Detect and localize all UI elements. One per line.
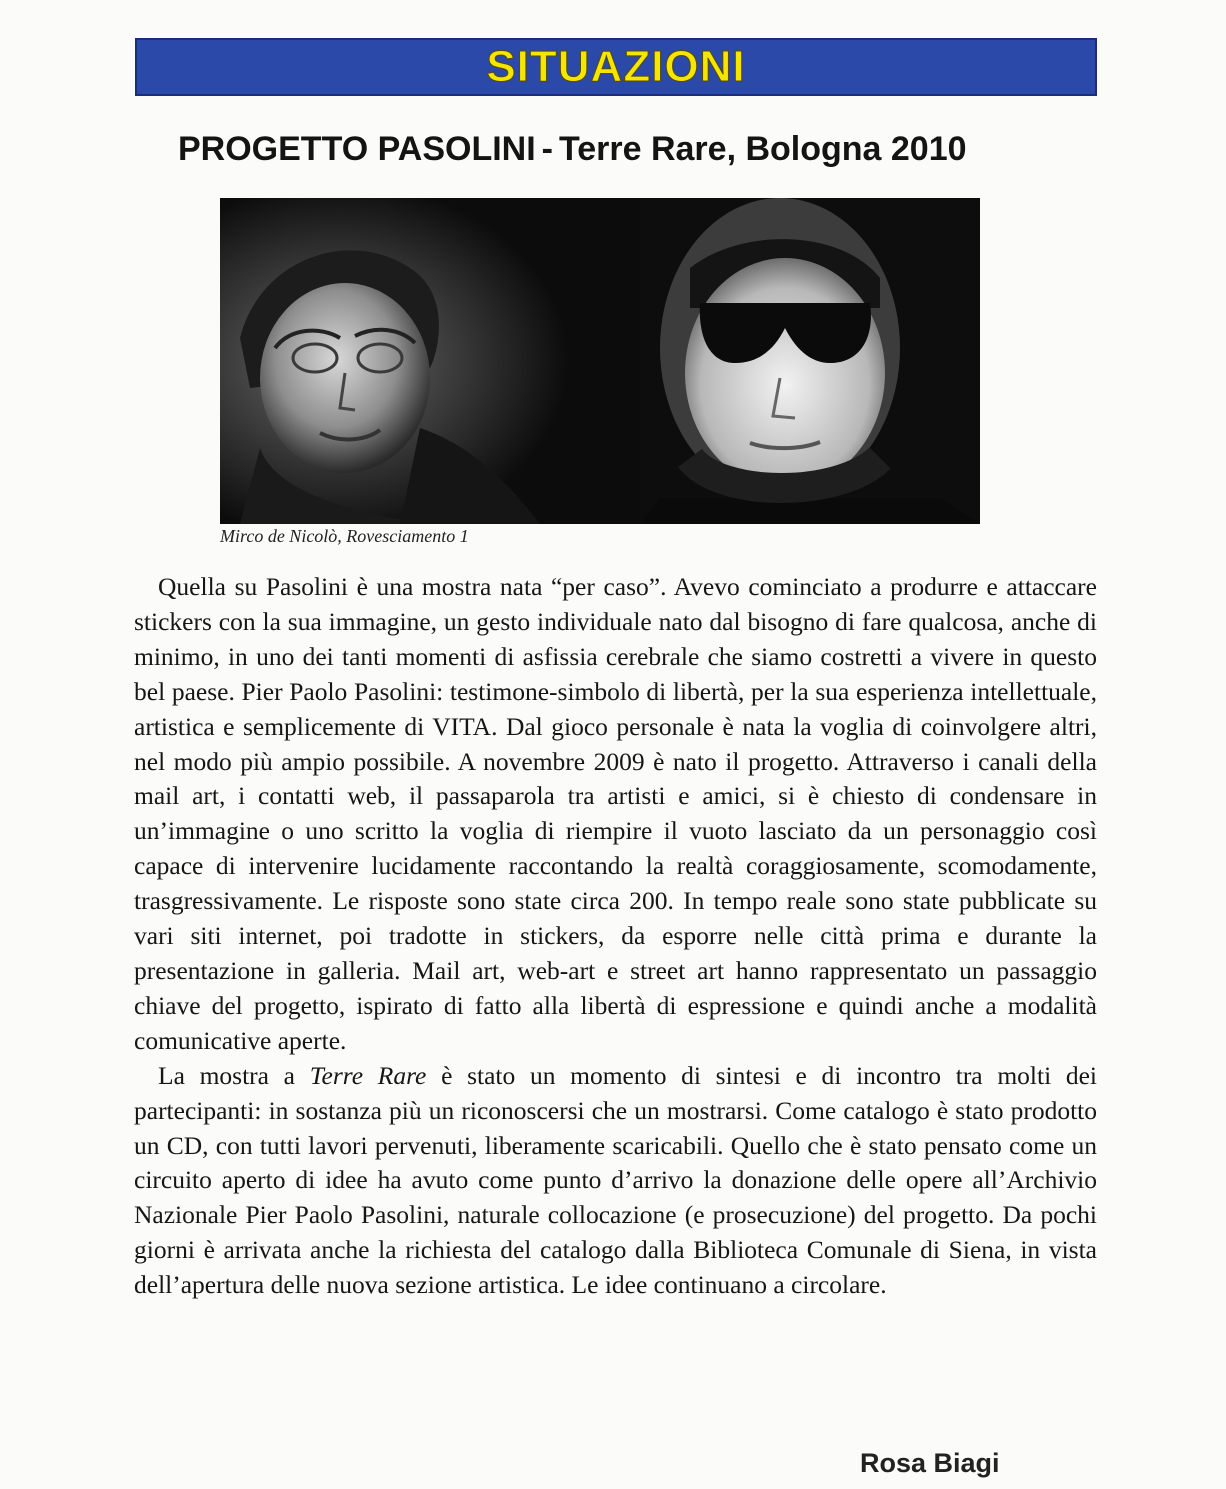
headline-part2: Terre Rare, Bologna 2010 [559, 130, 967, 168]
paragraph-2-rest: è stato un momento di sintesi e di incontro tra molti dei partecipanti: in sostanza più un riconoscersi che un mostrarsi. Come catalogo è stato prodotto un CD, con tutti lavori pervenuti, liberamente scaricabili. Quello che è stato pensato come un circuito aperto di idee ha avuto come punto d’arrivo la donazione delle opere all’Archivio Nazionale Pier Paolo Pasolini, naturale collocazione (e prosecuzione) del progetto. Da pochi giorni è arrivata anche la richiesta del catalogo dalla Biblioteca Comunale di Siena, in vista dell’apertura delle nuova sezione artistica. Le idee continuano a circolare. [134, 1060, 1097, 1300]
paragraph-2-italic: Terre Rare [309, 1060, 427, 1090]
paragraph-2-start: La mostra a [158, 1060, 310, 1090]
photo-caption: Mirco de Nicolò, Rovesciamento 1 [220, 526, 469, 546]
headline-separator: - [541, 130, 553, 168]
headline-part1: PROGETTO PASOLINI [178, 130, 536, 168]
section-title: SITUAZIONI [486, 42, 746, 91]
section-banner [135, 38, 1097, 96]
article-body [134, 570, 1097, 1303]
paragraph-1: Quella su Pasolini è una mostra nata “per caso”. Avevo cominciato a produrre e attaccare stickers con la sua immagine, un gesto individuale nato dal bisogno di fare qualcosa, anche di minimo, in uno dei tanti momenti di asfissia cerebrale che siamo costretti a vivere in questo bel paese. Pier Paolo Pasolini: testimone-simbolo di libertà, per la sua esperienza intellettuale, artistica e semplicemente di VITA. Dal gioco personale è nata la voglia di coinvolgere altri, nel modo più ampio possibile. A novembre 2009 è nato il progetto. Attraverso i canali della mail art, i contatti web, il passaparola tra artisti e amici, si è chiesto di condensare in un’immagine o uno scritto la voglia di riempire il vuoto lasciato da un personaggio così capace di intervenire lucidamente raccontando la realtà coraggiosamente, scomodamente, trasgressivamente. Le risposte sono state circa 200. In tempo reale sono state pubblicate su vari siti internet, poi tradotte in stickers, da esporre nelle città prima e durante la presentazione in galleria. Mail art, web-art e street art hanno rappresentato un passaggio chiave del progetto, ispirato di fatto alla libertà di espressione e quindi anche a modalità comunicative aperte. [134, 572, 1097, 1055]
article-headline [178, 130, 1098, 169]
author-name: Rosa Biagi [860, 1448, 1000, 1478]
paragraph-2 [134, 1059, 1097, 1303]
photo-illustration [220, 198, 980, 524]
article-photo [220, 198, 980, 524]
